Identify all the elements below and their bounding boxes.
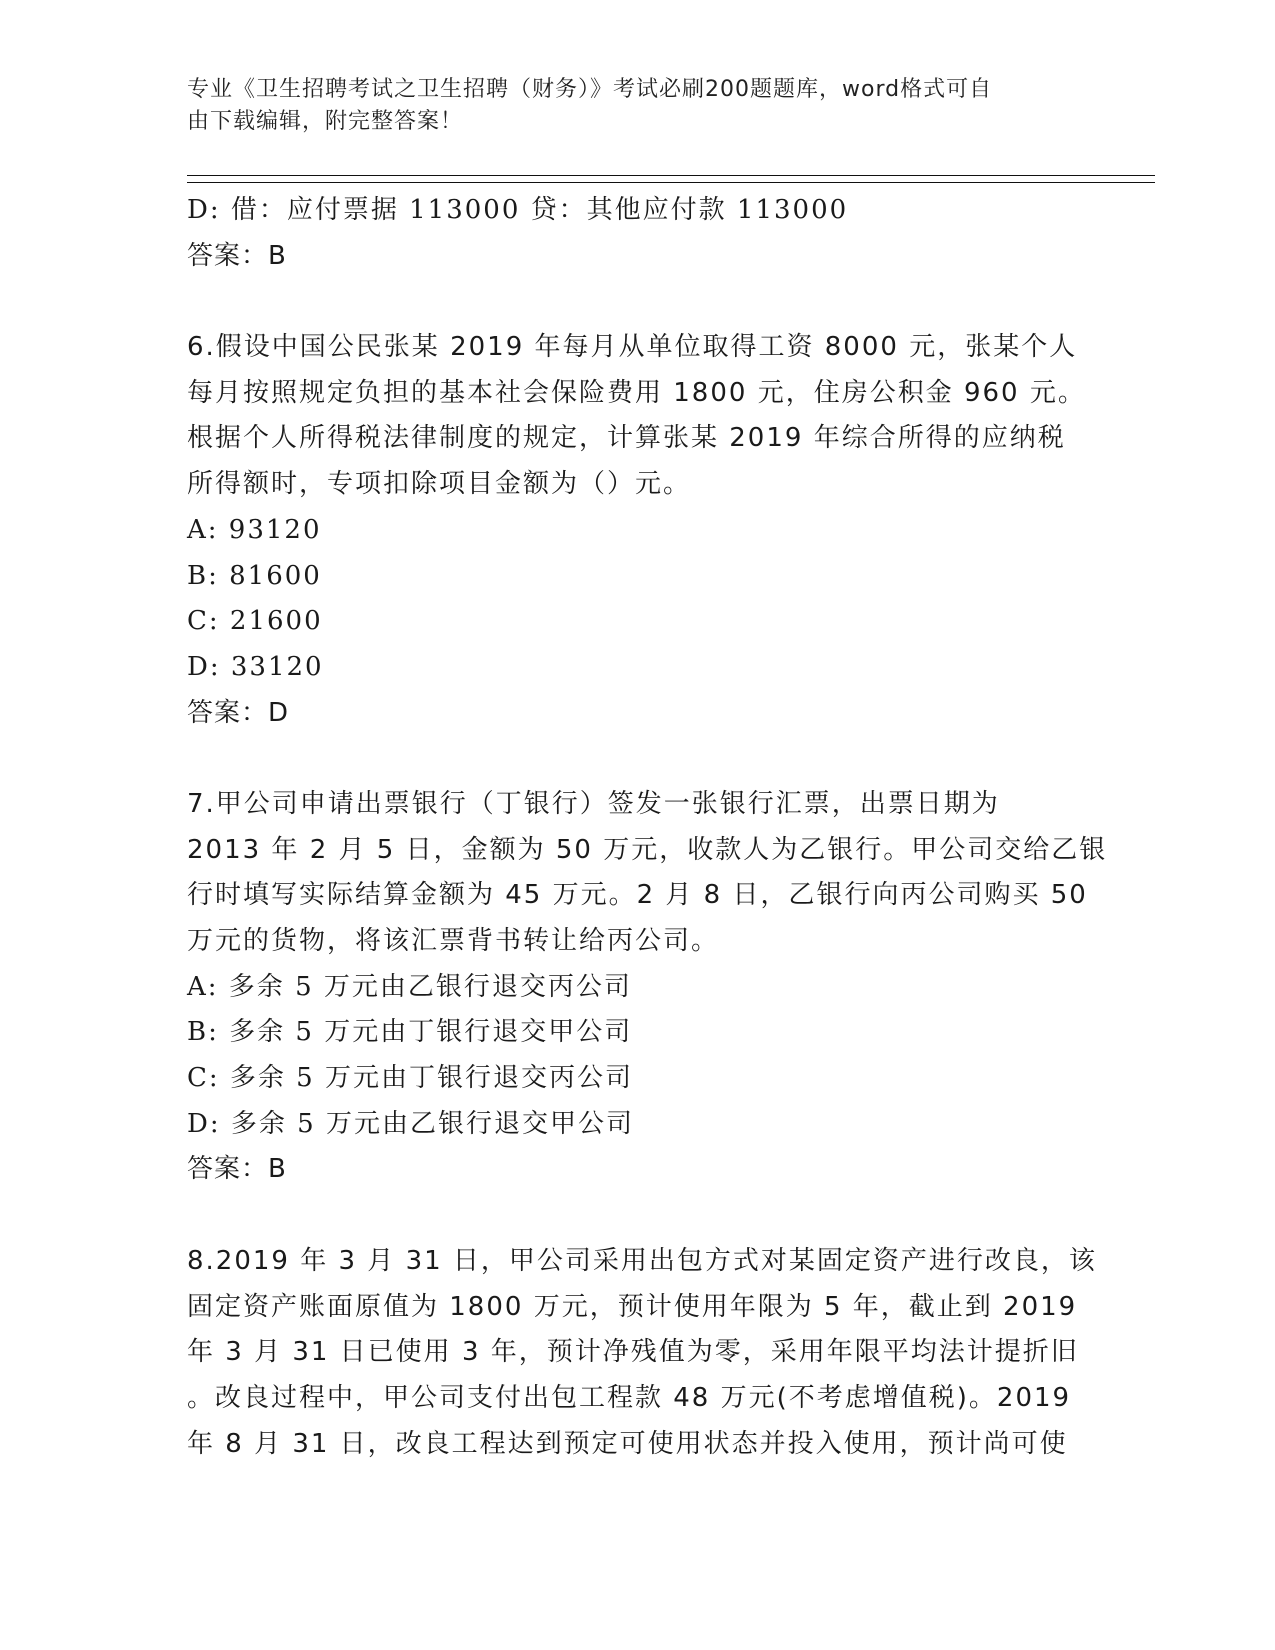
option-b: B: 多余 5 万元由丁银行退交甲公司 xyxy=(187,1017,633,1048)
question-text-line: 年 8 月 31 日，改良工程达到预定可使用状态并投入使用，预计尚可使 xyxy=(187,1428,1068,1459)
question-text-line: 年 3 月 31 日已使用 3 年，预计净残值为零，采用年限平均法计提折旧 xyxy=(187,1337,1079,1368)
option-d: D: 多余 5 万元由乙银行退交甲公司 xyxy=(187,1108,634,1139)
question-text-line: 万元的货物，将该汇票背书转让给丙公司。 xyxy=(187,926,720,956)
option-c: C: 21600 xyxy=(187,606,323,637)
question-7 xyxy=(187,782,1108,1193)
question-text-line: 行时填写实际结算金额为 45 万元。2 月 8 日，乙银行向丙公司购买 50 xyxy=(187,880,1088,911)
option-a: A: 93120 xyxy=(187,514,322,545)
question-8 xyxy=(187,1239,1097,1467)
question-text-line: 每月按照规定负担的基本社会保险费用 1800 元，住房公积金 960 元。 xyxy=(187,377,1086,408)
option-b: B: 81600 xyxy=(187,560,322,591)
question-text-line: 2013 年 2 月 5 日，金额为 50 万元，收款人为乙银行。甲公司交给乙银 xyxy=(187,834,1108,865)
header-divider-top xyxy=(187,175,1155,176)
answer-line: 答案：B xyxy=(187,240,287,271)
question-text-line: 所得额时，专项扣除项目金额为（）元。 xyxy=(187,469,692,500)
option-d: D: 33120 xyxy=(187,651,324,682)
question-text-line: 固定资产账面原值为 1800 万元，预计使用年限为 5 年，截止到 2019 xyxy=(187,1291,1078,1322)
answer-line: 答案：B xyxy=(187,1154,287,1185)
header-divider-bottom xyxy=(187,182,1155,183)
document-body xyxy=(187,188,1108,1467)
question-6 xyxy=(187,325,1087,736)
option-d: D: 借：应付票据 113000 贷：其他应付款 113000 xyxy=(187,195,849,225)
question-text-line: 7.甲公司申请出票银行（丁银行）签发一张银行汇票，出票日期为 xyxy=(187,788,1000,819)
answer-line: 答案：D xyxy=(187,697,290,728)
header-line-2: 由下载编辑，附完整答案！ xyxy=(187,109,464,134)
option-a: A: 多余 5 万元由乙银行退交丙公司 xyxy=(187,971,632,1002)
question-text-line: 6.假设中国公民张某 2019 年每月从单位取得工资 8000 元，张某个人 xyxy=(187,332,1078,363)
question-text-line: 根据个人所得税法律制度的规定，计算张某 2019 年综合所得的应纳税 xyxy=(187,423,1066,454)
question-text-line: 8.2019 年 3 月 31 日，甲公司采用出包方式对某固定资产进行改良，该 xyxy=(187,1245,1097,1276)
question-text-line: 。改良过程中，甲公司支付出包工程款 48 万元(不考虑增值税)。2019 xyxy=(187,1382,1072,1413)
document-header xyxy=(187,74,1067,138)
option-c: C: 多余 5 万元由丁银行退交丙公司 xyxy=(187,1063,633,1094)
previous-question-tail xyxy=(187,188,1087,279)
header-line-1: 专业《卫生招聘考试之卫生招聘（财务）》考试必刷200题题库，word格式可自 xyxy=(187,77,993,102)
